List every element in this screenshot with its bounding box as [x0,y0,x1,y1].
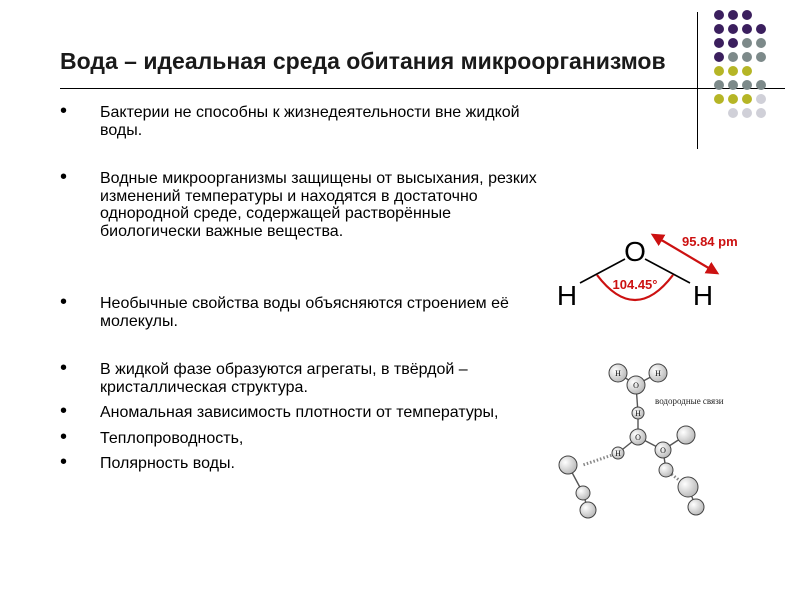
dot [728,80,738,90]
dot [742,10,752,20]
dot [756,108,766,118]
bond-angle-label: 104.45° [612,277,658,292]
dot [756,94,766,104]
bullet-item: • Теплопроводность, [60,430,550,448]
bullet-item: • Бактерии не способны к жизнедеятельности вне жидкой воды. [60,104,550,139]
atom-label: H [615,449,621,458]
dot [714,38,724,48]
dot [728,108,738,118]
dot [728,38,738,48]
hydrogen-atom-right: H [692,280,714,311]
dot [756,24,766,34]
water-molecule-diagram [545,225,785,325]
bullet-item: • Полярность воды. [60,455,550,473]
bullet-item: • Аномальная зависимость плотности от температуры, [60,404,550,422]
dot [728,10,738,20]
dot [742,94,752,104]
dot [742,66,752,76]
dot [756,38,766,48]
dot [756,52,766,62]
dot [742,24,752,34]
bullet-item: • Необычные свойства воды объясняются строением её молекулы. [60,295,550,330]
atom-label: H [615,369,621,378]
decorative-dot-grid [710,10,774,130]
atom-label: O [633,381,639,390]
dot [714,80,724,90]
bond-length-label: 95.84 pm [682,234,738,249]
hydrogen-bonds-label: водородные связи [655,396,724,406]
slide-title: Вода – идеальная среда обитания микроорганизмов [60,48,666,74]
dot [728,24,738,34]
bullet-list [60,104,550,473]
dot [742,80,752,90]
vertical-divider [697,12,698,149]
dot [714,10,724,20]
dot [728,66,738,76]
atom-label: O [635,433,641,442]
hydrogen-bond-network-diagram [548,355,748,540]
dot [714,52,724,62]
bullet-item: • В жидкой фазе образуются агрегаты, в твёрдой – кристаллическая структура. [60,361,550,396]
dot [742,52,752,62]
dot [756,80,766,90]
dot [728,94,738,104]
dot [714,66,724,76]
oxygen-atom: O [624,236,646,267]
atom-label: H [655,369,661,378]
atom-label: H [635,409,641,418]
title-underline [60,88,785,89]
dot [742,38,752,48]
hydrogen-atom-left: H [556,280,578,311]
bullet-item: • Водные микроорганизмы защищены от высыхания, резких изменений температуры и находятся в достаточно однородной среде, содержащей растворённые биологически важные вещества. [60,170,550,240]
dot [714,94,724,104]
dot [742,108,752,118]
dot [728,52,738,62]
atom-label: O [660,446,666,455]
dot [714,24,724,34]
